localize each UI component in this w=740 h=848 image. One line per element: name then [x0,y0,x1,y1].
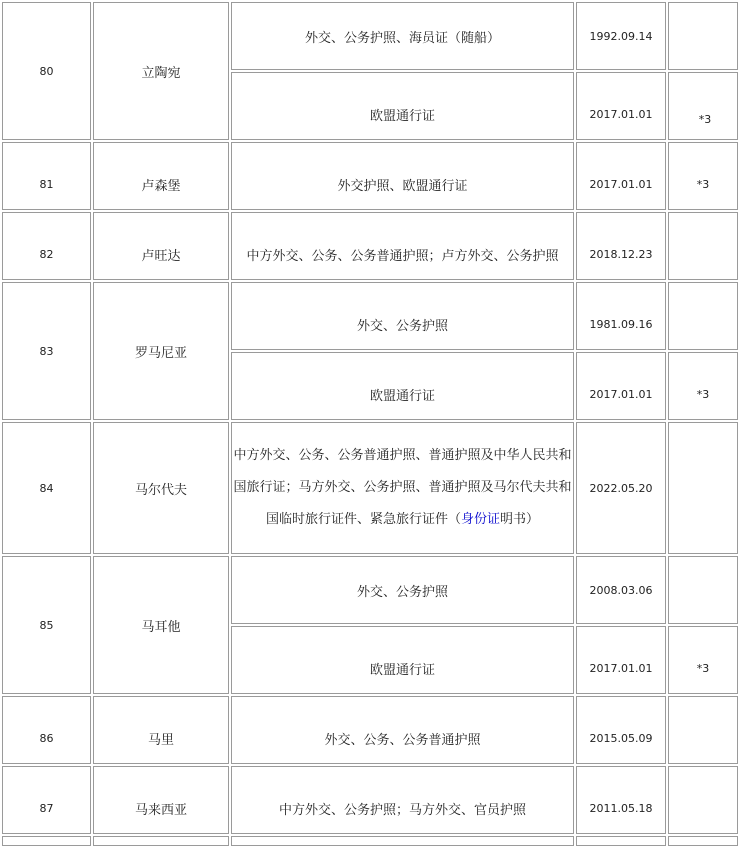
document-types: 外交护照、欧盟通行证 [231,142,574,210]
country-name: 马里 [93,696,229,764]
remark [668,556,738,624]
effective-date: 2015.05.09 [576,696,666,764]
document-types: 欧盟通行证 [231,626,574,694]
remark [668,282,738,350]
remark [668,766,738,834]
table-row [2,696,738,764]
document-types: 中方外交、公务、公务普通护照、普通护照及中华人民共和国旅行证；马方外交、公务护照、普通护照及马尔代夫共和国临时旅行证件、紧急旅行证件（身份证明书） [231,422,574,554]
remark [668,2,738,70]
row-number: 83 [2,282,91,420]
remark: *3 [668,626,738,694]
id-card-link[interactable]: 身份证 [460,512,500,527]
row-number: 82 [2,212,91,280]
table-row [2,556,738,624]
effective-date: 2017.01.01 [576,352,666,420]
remark: *3 [668,72,738,140]
row-number: 84 [2,422,91,554]
document-types: 中方外交、公务护照；马方外交、官员护照 [231,766,574,834]
table-row [2,282,738,350]
document-types: 外交、公务、公务普通护照 [231,696,574,764]
effective-date: 1981.09.16 [576,282,666,350]
row-number: 81 [2,142,91,210]
country-name: 卢旺达 [93,212,229,280]
effective-date [576,836,666,846]
row-number: 87 [2,766,91,834]
table-row [2,836,738,846]
effective-date: 2022.05.20 [576,422,666,554]
document-types: 中方外交、公务、公务普通护照；卢方外交、公务护照 [231,212,574,280]
effective-date: 2018.12.23 [576,212,666,280]
country-name: 罗马尼亚 [93,282,229,420]
remark [668,422,738,554]
table-row [2,212,738,280]
document-types: 外交、公务护照 [231,556,574,624]
table-row [2,2,738,70]
country-name: 马耳他 [93,556,229,694]
effective-date: 2017.01.01 [576,626,666,694]
remark [668,212,738,280]
document-types: 欧盟通行证 [231,352,574,420]
table-row [2,422,738,554]
effective-date: 2011.05.18 [576,766,666,834]
country-name: 卢森堡 [93,142,229,210]
document-types: 外交、公务护照 [231,282,574,350]
document-types: 外交、公务护照、海员证（随船） [231,2,574,70]
remark [668,836,738,846]
document-types: 欧盟通行证 [231,72,574,140]
document-types [231,836,574,846]
effective-date: 2017.01.01 [576,72,666,140]
row-number: 86 [2,696,91,764]
row-number: 80 [2,2,91,140]
row-number: 85 [2,556,91,694]
country-name: 马来西亚 [93,766,229,834]
row-number [2,836,91,846]
country-name [93,836,229,846]
country-name: 马尔代夫 [93,422,229,554]
table-row [2,142,738,210]
effective-date: 2017.01.01 [576,142,666,210]
effective-date: 1992.09.14 [576,2,666,70]
remark: *3 [668,142,738,210]
remark [668,696,738,764]
country-name: 立陶宛 [93,2,229,140]
remark: *3 [668,352,738,420]
effective-date: 2008.03.06 [576,556,666,624]
table-row [2,766,738,834]
